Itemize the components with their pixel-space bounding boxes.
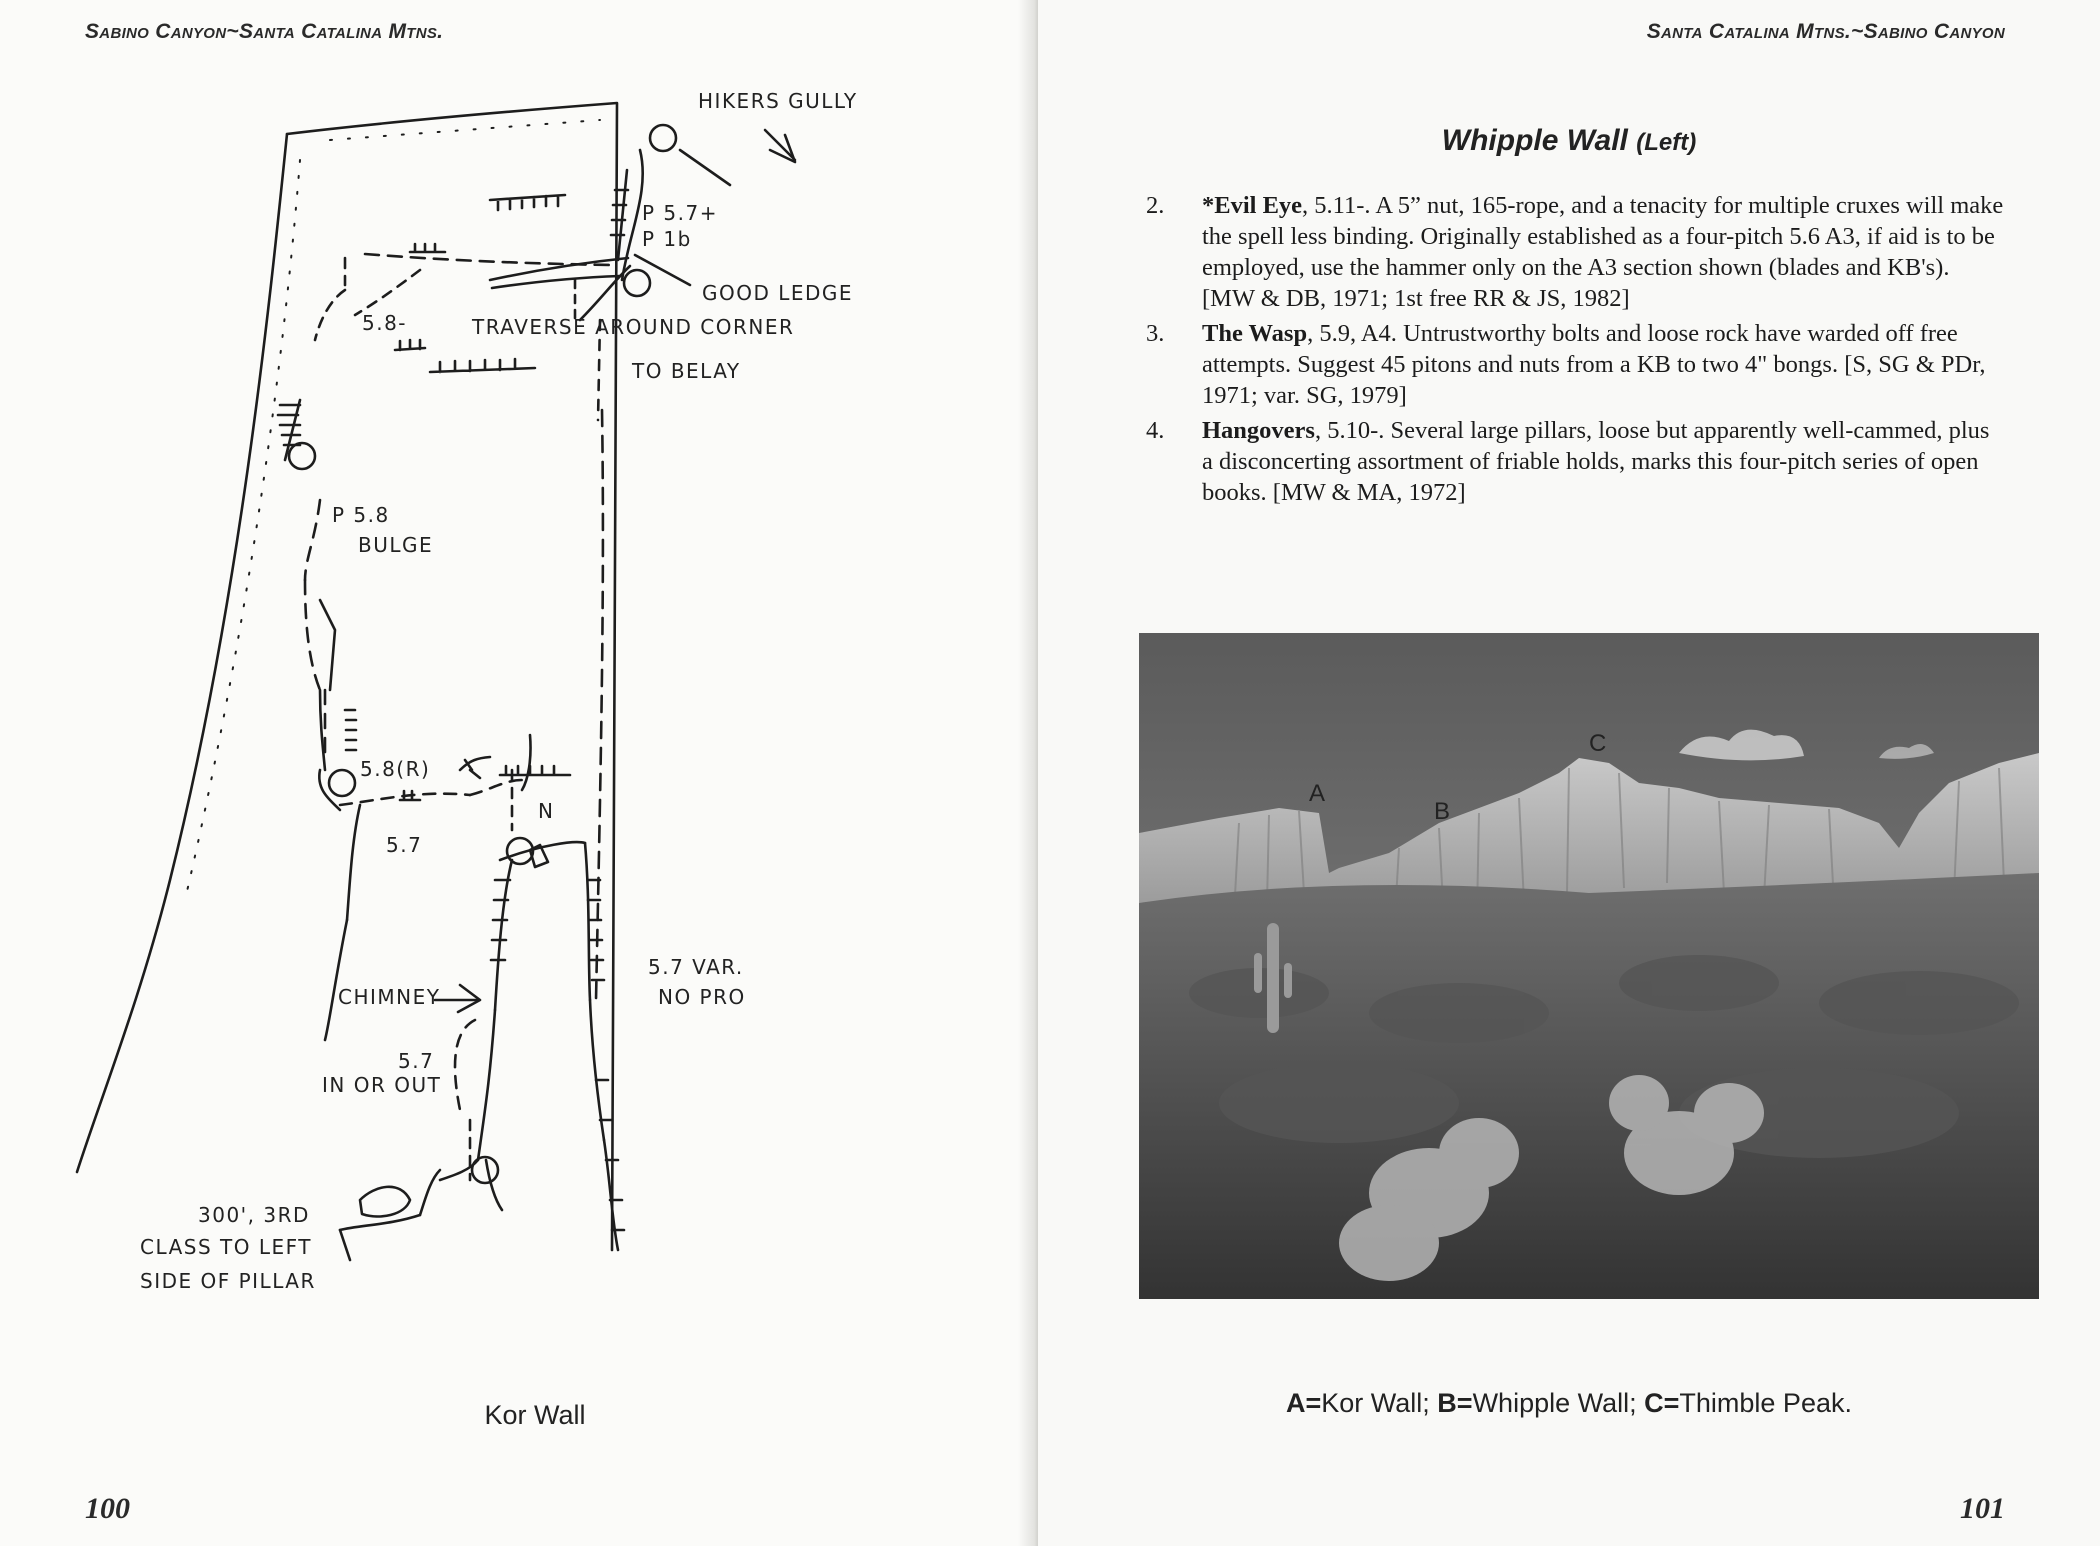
label-good-ledge: GOOD LEDGE <box>702 281 854 305</box>
label-grade-57-lower: 5.7 <box>398 1049 435 1073</box>
running-head-right: Santa Catalina Mtns.~Sabino Canyon <box>1646 20 2005 43</box>
label-grade-57-upper: 5.7 <box>386 833 423 857</box>
section-title-main: Whipple Wall <box>1441 124 1628 157</box>
route-description: Several large pillars, loose but apparently well-cammed, plus a disconcerting assortment of friable holds, marks this four-pitch series of open books. [MW & MA, 1972] <box>1202 417 1990 506</box>
route-number: 3. <box>1146 320 1165 347</box>
route-entry <box>1106 190 2006 314</box>
label-p58: P 5.8 <box>332 503 390 527</box>
label-grade-58r: 5.8(R) <box>360 757 431 781</box>
label-in-or-out: IN OR OUT <box>322 1073 442 1097</box>
photo-label-c: C <box>1589 730 1607 757</box>
label-no-pro: NO PRO <box>658 985 746 1009</box>
photo-illustration <box>1139 633 2039 1299</box>
kor-wall-topo-drawing <box>0 0 1030 1400</box>
section-title <box>1038 124 2100 158</box>
route-description: A 5” nut, 165-rope, and a tenacity for multiple cruxes will make the spell less binding. Originally established as a four-pitch 5.6 A3, if aid is to be employed, use the hammer only on the A3 section shown (blades and KB's). [MW & DB, 1971; 1st free RR & JS, 1982] <box>1202 192 2004 312</box>
label-p57: P 5.7+ <box>642 201 718 225</box>
page-number-left: 100 <box>85 1492 130 1525</box>
caption-separator: = <box>1456 1388 1473 1418</box>
caption-text: Whipple Wall; <box>1472 1388 1645 1418</box>
route-number: 2. <box>1146 192 1165 219</box>
right-page <box>1038 0 2100 1546</box>
label-hikers-gully: HIKERS GULLY <box>698 89 858 113</box>
label-n: N <box>538 799 555 823</box>
label-bulge: BULGE <box>358 533 434 557</box>
route-entry <box>1106 415 2006 508</box>
route-name: *Evil Eye <box>1202 192 1303 219</box>
route-grade: , 5.10-. <box>1314 417 1385 444</box>
label-approach-line2: CLASS TO LEFT <box>140 1235 312 1259</box>
route-grade: , 5.11-. <box>1302 192 1371 219</box>
section-title-sub: (Left) <box>1636 129 1697 156</box>
caption-separator: = <box>1305 1388 1322 1418</box>
photo-label-a: A <box>1309 780 1326 807</box>
running-head-left: Sabino Canyon~Santa Catalina Mtns. <box>85 20 444 43</box>
page-number-right: 101 <box>1960 1492 2005 1525</box>
photo-label-b: B <box>1434 798 1451 825</box>
caption-separator: = <box>1663 1388 1680 1418</box>
caption-key: A <box>1286 1388 1306 1418</box>
canyon-photograph <box>1139 633 2039 1299</box>
route-name: The Wasp <box>1202 320 1308 347</box>
label-p1b: P 1b <box>642 227 692 251</box>
label-57-var: 5.7 VAR. <box>648 955 744 979</box>
label-grade-58-minus: 5.8- <box>362 311 408 335</box>
label-to-belay: TO BELAY <box>632 359 741 383</box>
caption-text: Thimble Peak. <box>1679 1388 1852 1418</box>
caption-key: B <box>1437 1388 1457 1418</box>
route-name: Hangovers <box>1202 417 1315 444</box>
route-number: 4. <box>1146 417 1165 444</box>
route-entry <box>1106 318 2006 411</box>
figure-caption-kor-wall: Kor Wall <box>484 1400 586 1430</box>
label-approach-line1: 300', 3RD <box>198 1203 310 1227</box>
caption-text: Kor Wall; <box>1321 1388 1438 1418</box>
photo-caption <box>1038 1388 2100 1419</box>
route-grade: , 5.9, A4. <box>1307 320 1397 347</box>
label-approach-line3: SIDE OF PILLAR <box>140 1269 316 1293</box>
caption-key: C <box>1644 1388 1664 1418</box>
route-list <box>1106 190 2006 512</box>
label-chimney: CHIMNEY <box>338 985 441 1009</box>
left-page <box>0 0 1030 1546</box>
label-traverse: TRAVERSE AROUND CORNER <box>472 315 795 339</box>
route-description: Untrustworthy bolts and loose rock have warded off free attempts. Suggest 45 pitons and nuts from a KB to two 4" bongs. [S, SG & PDr, 1971; var. SG, 1979] <box>1202 320 1986 409</box>
